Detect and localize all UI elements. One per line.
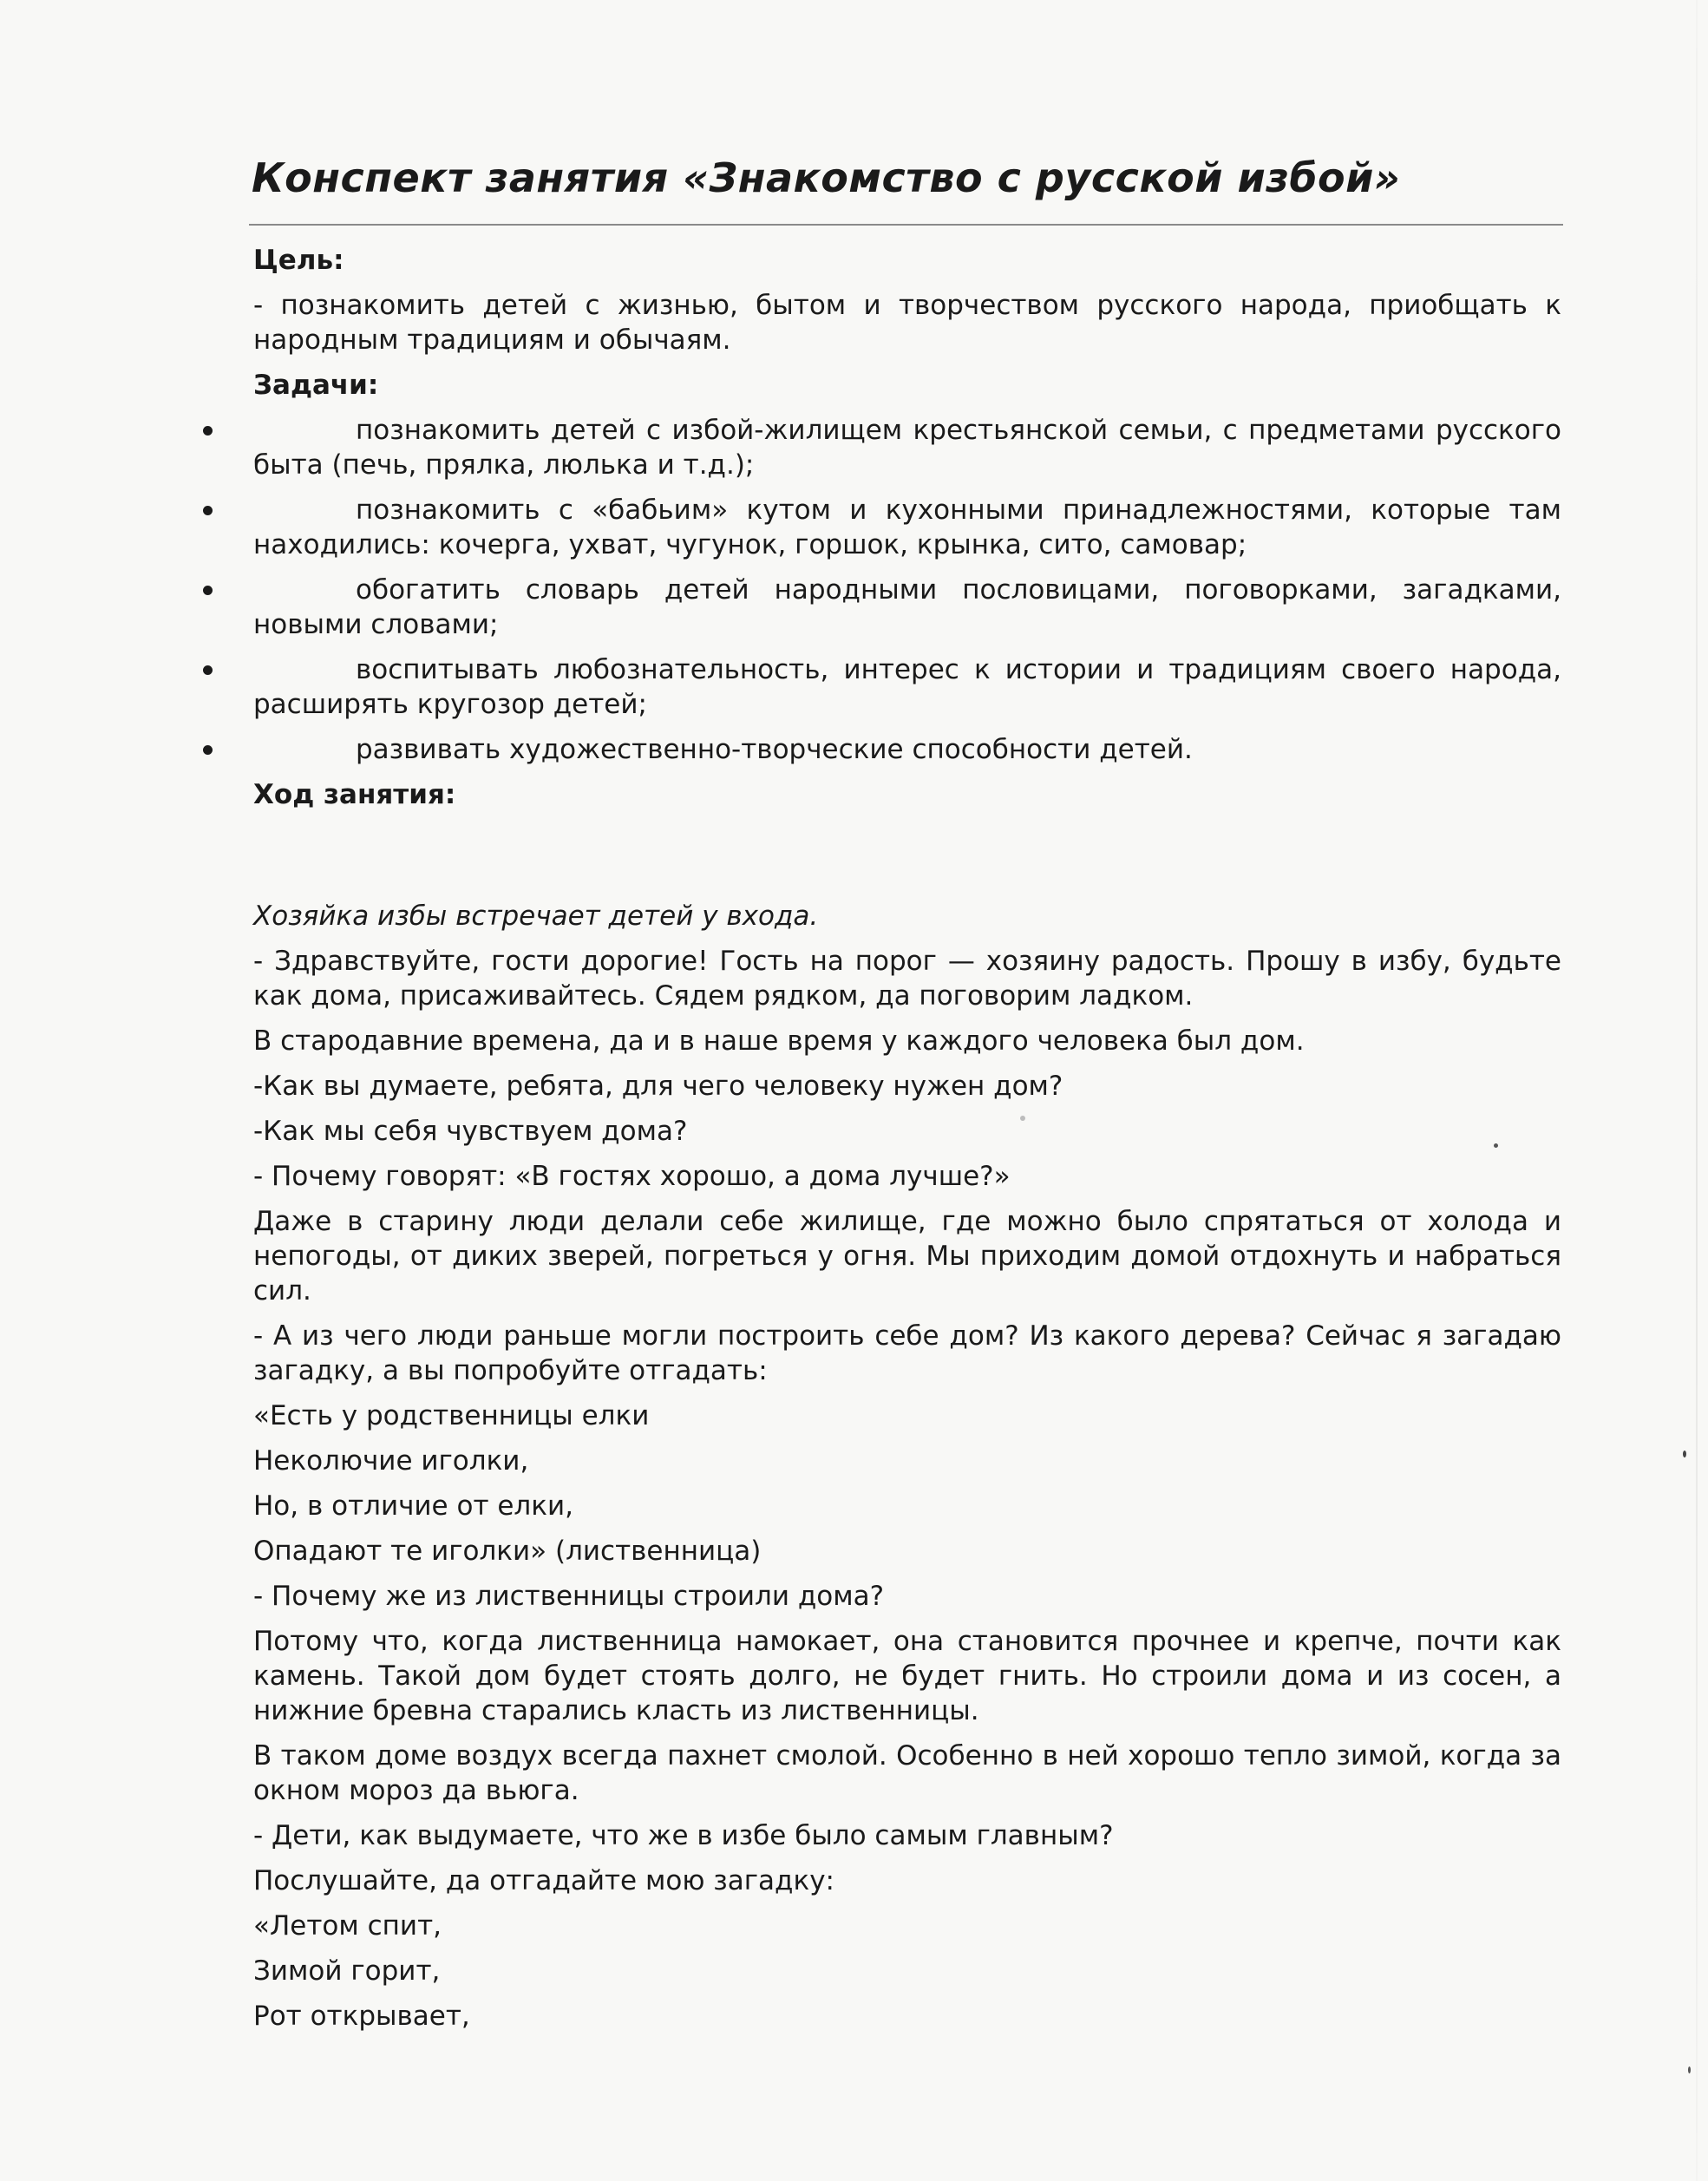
paragraph: -Как вы думаете, ребята, для чего человеку нужен дом?	[253, 1071, 1063, 1102]
paragraph: -Как мы себя чувствуем дома?	[253, 1116, 688, 1147]
bullet-icon	[203, 506, 213, 515]
task-item	[253, 413, 1561, 482]
riddle-line: Зимой горит,	[253, 1955, 441, 1987]
task-text: воспитывать любознательность, интерес к истории и традициям своего народа, расширять кругозор детей;	[253, 654, 1561, 720]
paragraph: - Дети, как выдумаете, что же в избе было самым главным?	[253, 1820, 1114, 1851]
bullet-icon	[203, 426, 213, 436]
riddle-line: Рот открывает,	[253, 2001, 470, 2032]
document-title: Конспект занятия «Знакомство с русской избой»	[252, 154, 1401, 201]
intro-stage-direction: Хозяйка избы встречает детей у входа.	[253, 901, 819, 932]
task-item	[253, 652, 1561, 722]
paragraph: - А из чего люди раньше могли построить себе дом? Из какого дерева? Сейчас я загадаю загадку, а вы попробуйте отгадать:	[253, 1320, 1561, 1386]
bullet-icon	[203, 665, 213, 675]
task-text: познакомить детей с избой-жилищем крестьянской семьи, с предметами русского быта (печь, прялка, люлька и т.д.);	[253, 415, 1561, 481]
scan-speck	[1683, 1451, 1686, 1457]
riddle-line: «Есть у родственницы елки	[253, 1400, 650, 1431]
riddle-line: Но, в отличие от елки,	[253, 1490, 573, 1522]
bullet-icon	[203, 745, 213, 755]
scan-speck	[1020, 1116, 1025, 1121]
tasks-list	[253, 413, 1561, 767]
goal-text: - познакомить детей с жизнью, бытом и творчеством русского народа, приобщать к народным традициям и обычаям.	[253, 290, 1561, 356]
scan-speck	[1494, 1143, 1498, 1148]
tasks-heading: Задачи:	[253, 370, 379, 401]
paragraph: Послушайте, да отгадайте мою загадку:	[253, 1865, 834, 1896]
task-text: познакомить с «бабьим» кутом и кухонными принадлежностями, которые там находились: кочерга, ухват, чугунок, горшок, крынка, сито, самовар;	[253, 494, 1561, 560]
task-text: обогатить словарь детей народными пословицами, поговорками, загадками, новыми словами;	[253, 574, 1561, 640]
course-heading: Ход занятия:	[253, 779, 456, 810]
paragraph: В таком доме воздух всегда пахнет смолой. Особенно в ней хорошо тепло зимой, когда за окном мороз да вьюга.	[253, 1740, 1561, 1806]
scan-speck	[1688, 2066, 1691, 2073]
title-divider	[249, 224, 1563, 226]
paragraph: Потому что, когда лиственница намокает, она становится прочнее и крепче, почти как камень. Такой дом будет стоять долго, не будет гнить. Но строили дома и из сосен, а нижние бревна старались класть из лиственницы.	[253, 1626, 1561, 1726]
bullet-icon	[203, 586, 213, 595]
paragraph: - Почему говорят: «В гостях хорошо, а дома лучше?»	[253, 1161, 1011, 1192]
task-item	[253, 493, 1561, 562]
riddle-line: «Летом спит,	[253, 1910, 442, 1942]
riddle-line: Опадают те иголки» (лиственница)	[253, 1536, 762, 1567]
document-body	[253, 243, 1561, 2044]
riddle-line: Неколючие иголки,	[253, 1445, 529, 1477]
scan-edge-shadow	[1696, 0, 1698, 2181]
paragraph: В стародавние времена, да и в наше время у каждого человека был дом.	[253, 1025, 1305, 1057]
paragraph: - Здравствуйте, гости дорогие! Гость на порог — хозяину радость. Прошу в избу, будьте как дома, присаживайтесь. Сядем рядком, да поговорим ладком.	[253, 946, 1561, 1012]
task-item	[253, 573, 1561, 642]
task-text: развивать художественно-творческие способности детей.	[356, 734, 1193, 765]
paragraph: Даже в старину люди делали себе жилище, где можно было спрятаться от холода и непогоды, от диких зверей, погреться у огня. Мы приходим домой отдохнуть и набраться сил.	[253, 1206, 1561, 1307]
task-item	[253, 732, 1561, 767]
goal-heading: Цель:	[253, 245, 344, 276]
blank-space	[253, 822, 1561, 899]
paragraph: - Почему же из лиственницы строили дома?	[253, 1581, 885, 1612]
